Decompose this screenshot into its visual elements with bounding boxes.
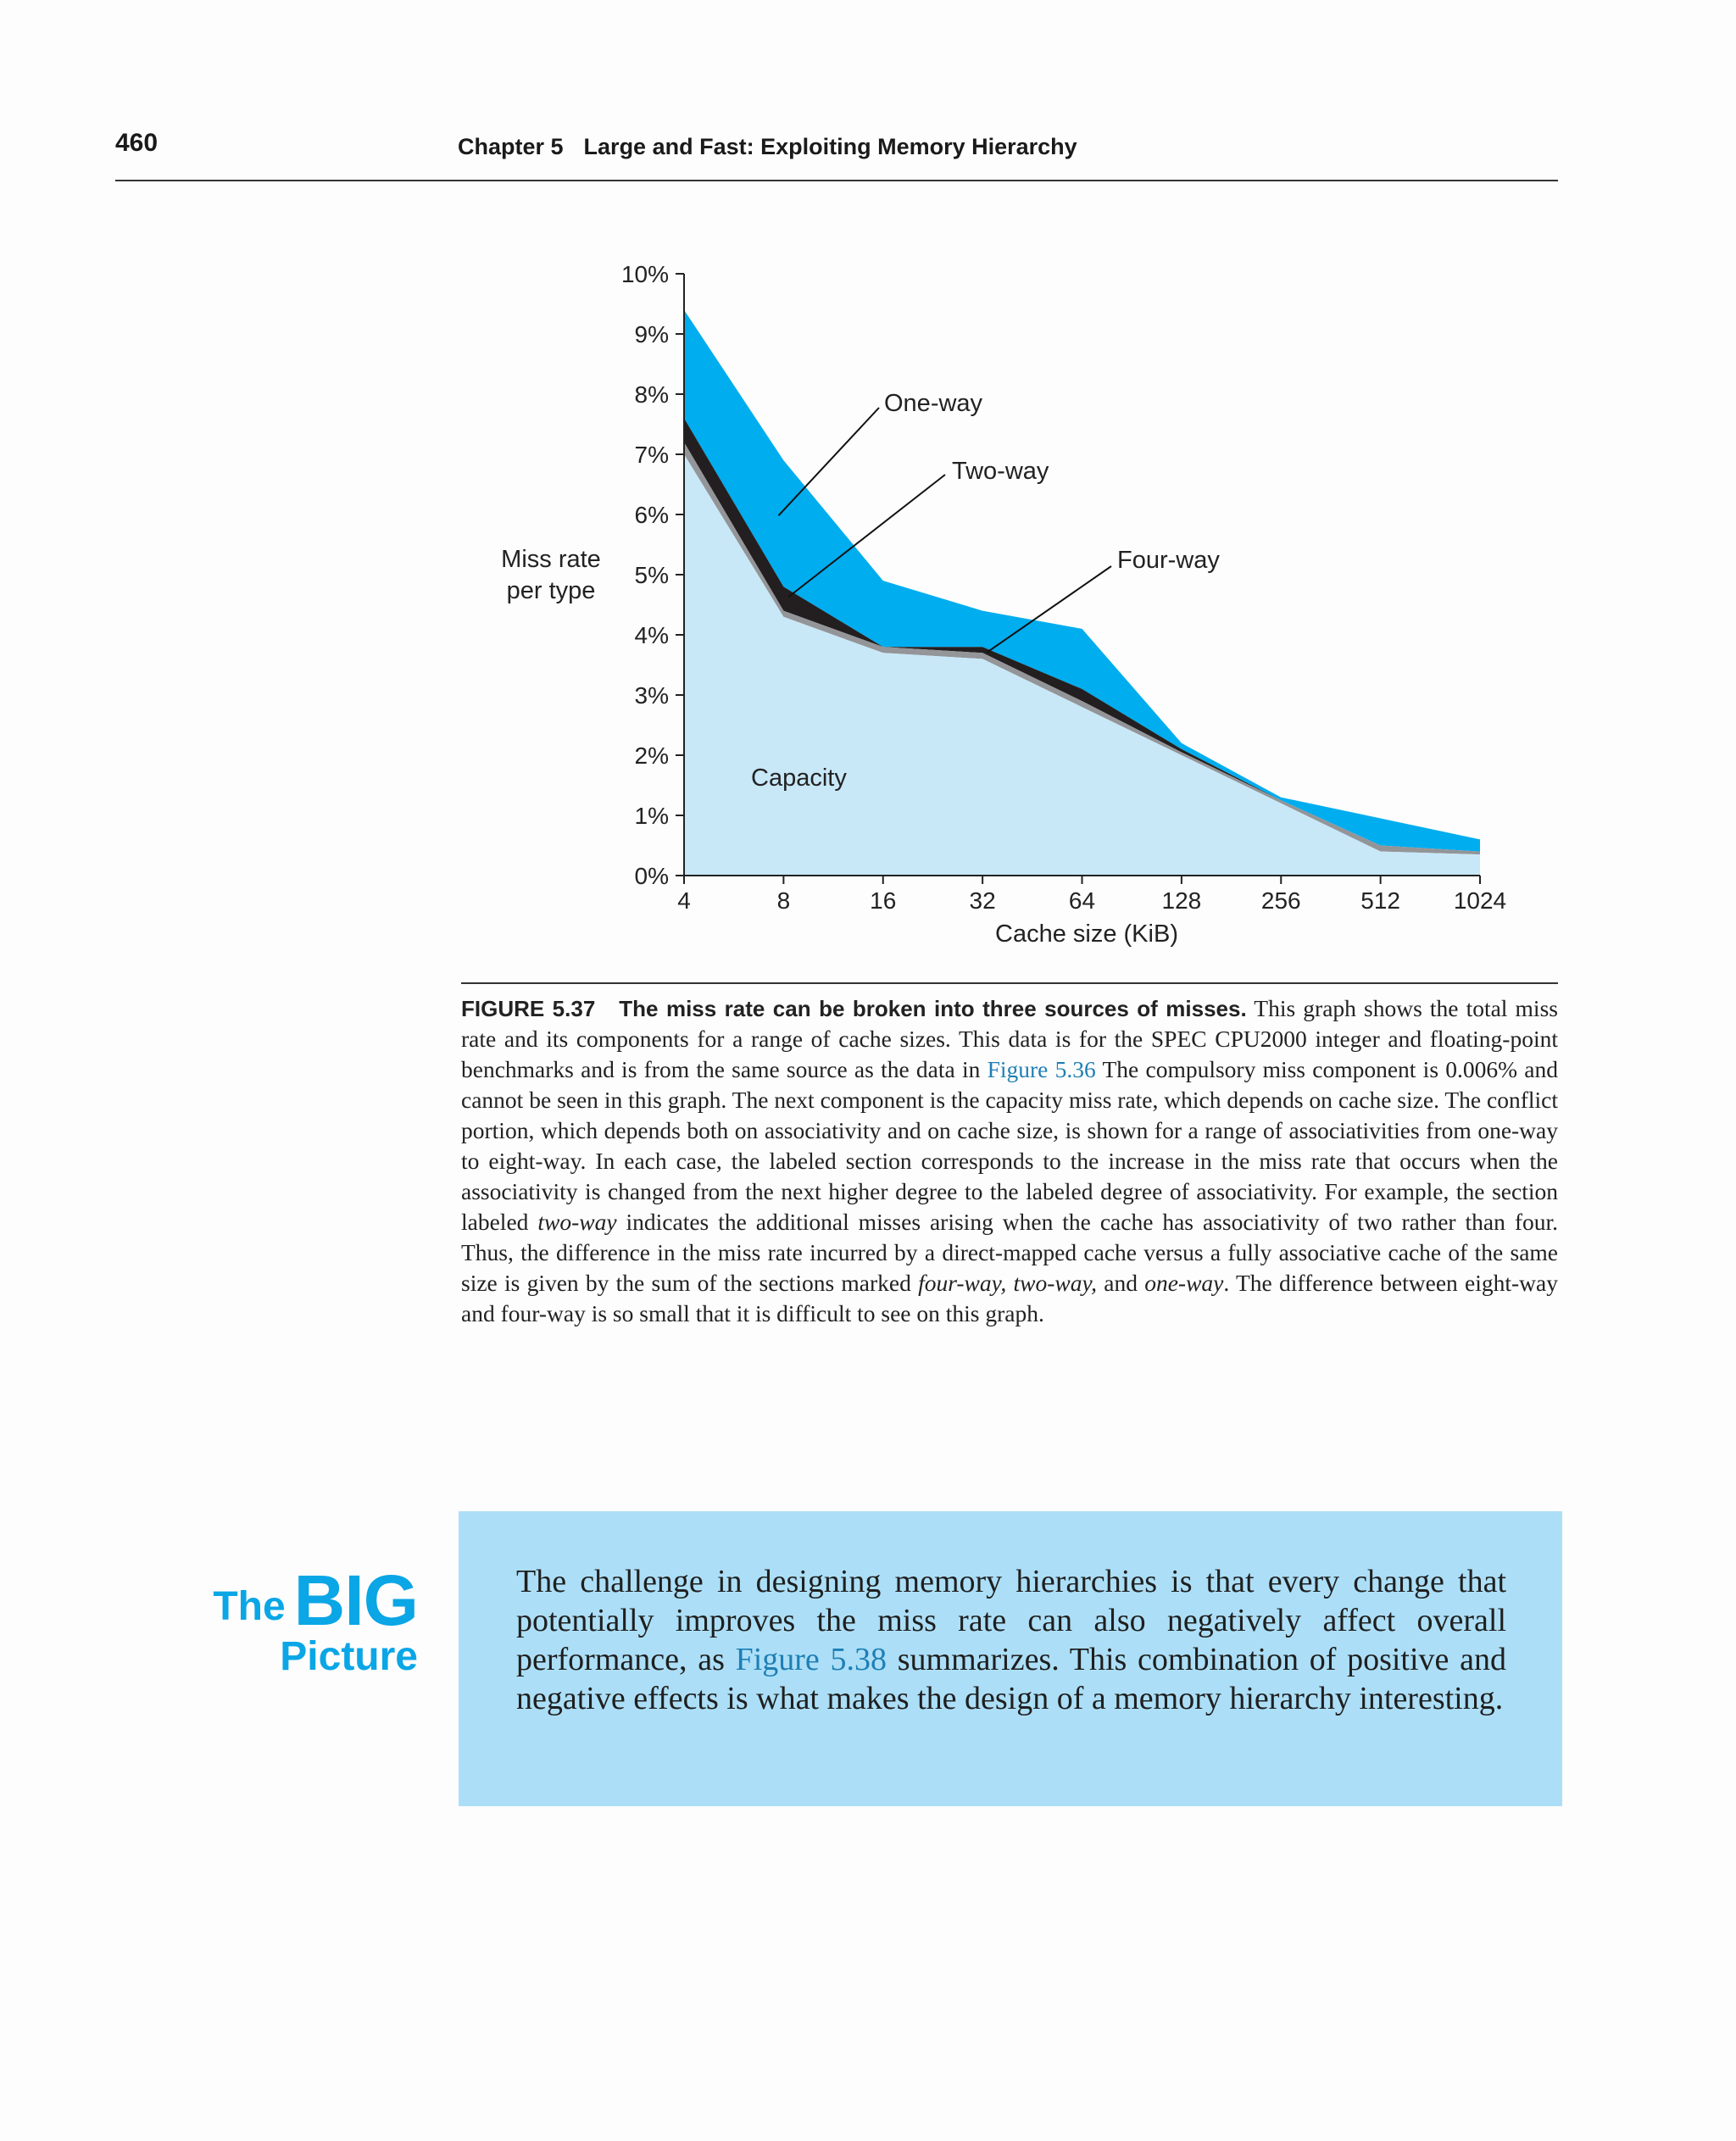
- x-tick-label: 256: [1260, 887, 1301, 914]
- x-tick-label: 128: [1161, 887, 1202, 914]
- x-axis-title: Cache size (KiB): [995, 920, 1178, 948]
- caption-text-5: . The difference between eight-way and four-way is so small that it is difficult to see on this graph.: [461, 1270, 1558, 1326]
- figure-5-38-link[interactable]: Figure 5.38: [735, 1642, 887, 1677]
- caption-text-1: This graph shows the total miss rate and its components for a range of cache sizes. This data is for the SPEC CPU2000 integer and floating-point benchmarks and is from the same source as the data in: [461, 995, 1558, 1082]
- page-number: 460: [115, 129, 159, 157]
- chapter-number: Chapter 5: [458, 134, 564, 159]
- y-tick-label: 5%: [634, 562, 669, 588]
- big-picture-heading: [213, 1560, 418, 1680]
- caption-emphasis-1: two-way: [537, 1209, 617, 1235]
- y-axis-title: [501, 546, 601, 604]
- x-tick-label: 1024: [1453, 887, 1507, 914]
- big-picture-callout: [459, 1511, 1562, 1806]
- y-tick-label: 10%: [620, 261, 669, 287]
- figure-label: FIGURE 5.37: [461, 996, 596, 1021]
- y-tick-label: 2%: [634, 742, 669, 769]
- caption-emphasis-2: four-way, two-way,: [918, 1270, 1098, 1296]
- big-picture-the: The: [213, 1584, 286, 1629]
- y-tick-label: 8%: [634, 381, 669, 408]
- figure-title: The miss rate can be broken into three sources of misses.: [619, 996, 1247, 1021]
- chapter-title: Large and Fast: Exploiting Memory Hierarchy: [583, 134, 1077, 159]
- big-picture-text-1: The challenge in designing memory hierarchies is that every change that potentially improves the miss rate can also negatively affect overall performance, as: [516, 1564, 1506, 1677]
- miss-rate-chart: [475, 250, 1543, 970]
- label-capacity: Capacity: [751, 765, 847, 792]
- big-picture-big: BIG: [293, 1560, 418, 1640]
- figure-5-36-link[interactable]: Figure 5.36: [987, 1056, 1096, 1082]
- running-head: [458, 134, 1077, 160]
- x-tick-label: 4: [677, 887, 691, 914]
- x-tick-label: 32: [969, 887, 996, 914]
- x-tick-label: 512: [1360, 887, 1400, 914]
- y-tick-label: 9%: [634, 321, 669, 348]
- y-tick-label: 1%: [634, 803, 669, 829]
- big-picture-text-2: summarizes. This combination of positive and negative effects is what makes the design of a memory hierarchy interesting.: [516, 1642, 1507, 1716]
- label-four-way: Four-way: [1117, 547, 1220, 574]
- y-axis-title-line-2: per type: [506, 577, 596, 604]
- caption-text-3: indicates the additional misses arising when the cache has associativity of two rather than four. Thus, the difference in the miss rate incurred by a direct-mapped cache versus a fully associative cache of the same size is given by the sum of the sections marked: [461, 1209, 1558, 1296]
- caption-rule: [461, 982, 1558, 984]
- caption-text-2: The compulsory miss component is 0.006% and cannot be seen in this graph. The next component is the capacity miss rate, which depends on cache size. The conflict portion, which depends both on associativity and on cache size, is shown for a range of associativities from one-way to eight-way. In each case, the labeled section corresponds to the increase in the miss rate that occurs when the associativity is changed from the next higher degree to the labeled degree of associativity. For example, the section labeled: [461, 1056, 1558, 1235]
- label-two-way: Two-way: [952, 458, 1049, 485]
- x-tick-label: 16: [870, 887, 897, 914]
- y-tick-label: 3%: [634, 682, 669, 709]
- x-tick-label: 8: [776, 887, 791, 914]
- label-one-way: One-way: [884, 390, 983, 417]
- big-picture-text: [516, 1562, 1506, 1718]
- y-tick-label: 4%: [634, 622, 669, 648]
- x-tick-label: 64: [1068, 887, 1096, 914]
- figure-caption: [461, 993, 1558, 1329]
- y-axis-title-line-1: Miss rate: [501, 546, 601, 573]
- leader-one-way: [779, 408, 879, 515]
- y-tick-label: 7%: [634, 442, 669, 468]
- caption-text-4: and: [1097, 1270, 1145, 1296]
- big-picture-picture: Picture: [280, 1634, 418, 1679]
- y-tick-label: 0%: [634, 863, 669, 889]
- y-tick-label: 6%: [634, 502, 669, 528]
- caption-emphasis-3: one-way: [1144, 1270, 1224, 1296]
- header-rule: [115, 180, 1558, 181]
